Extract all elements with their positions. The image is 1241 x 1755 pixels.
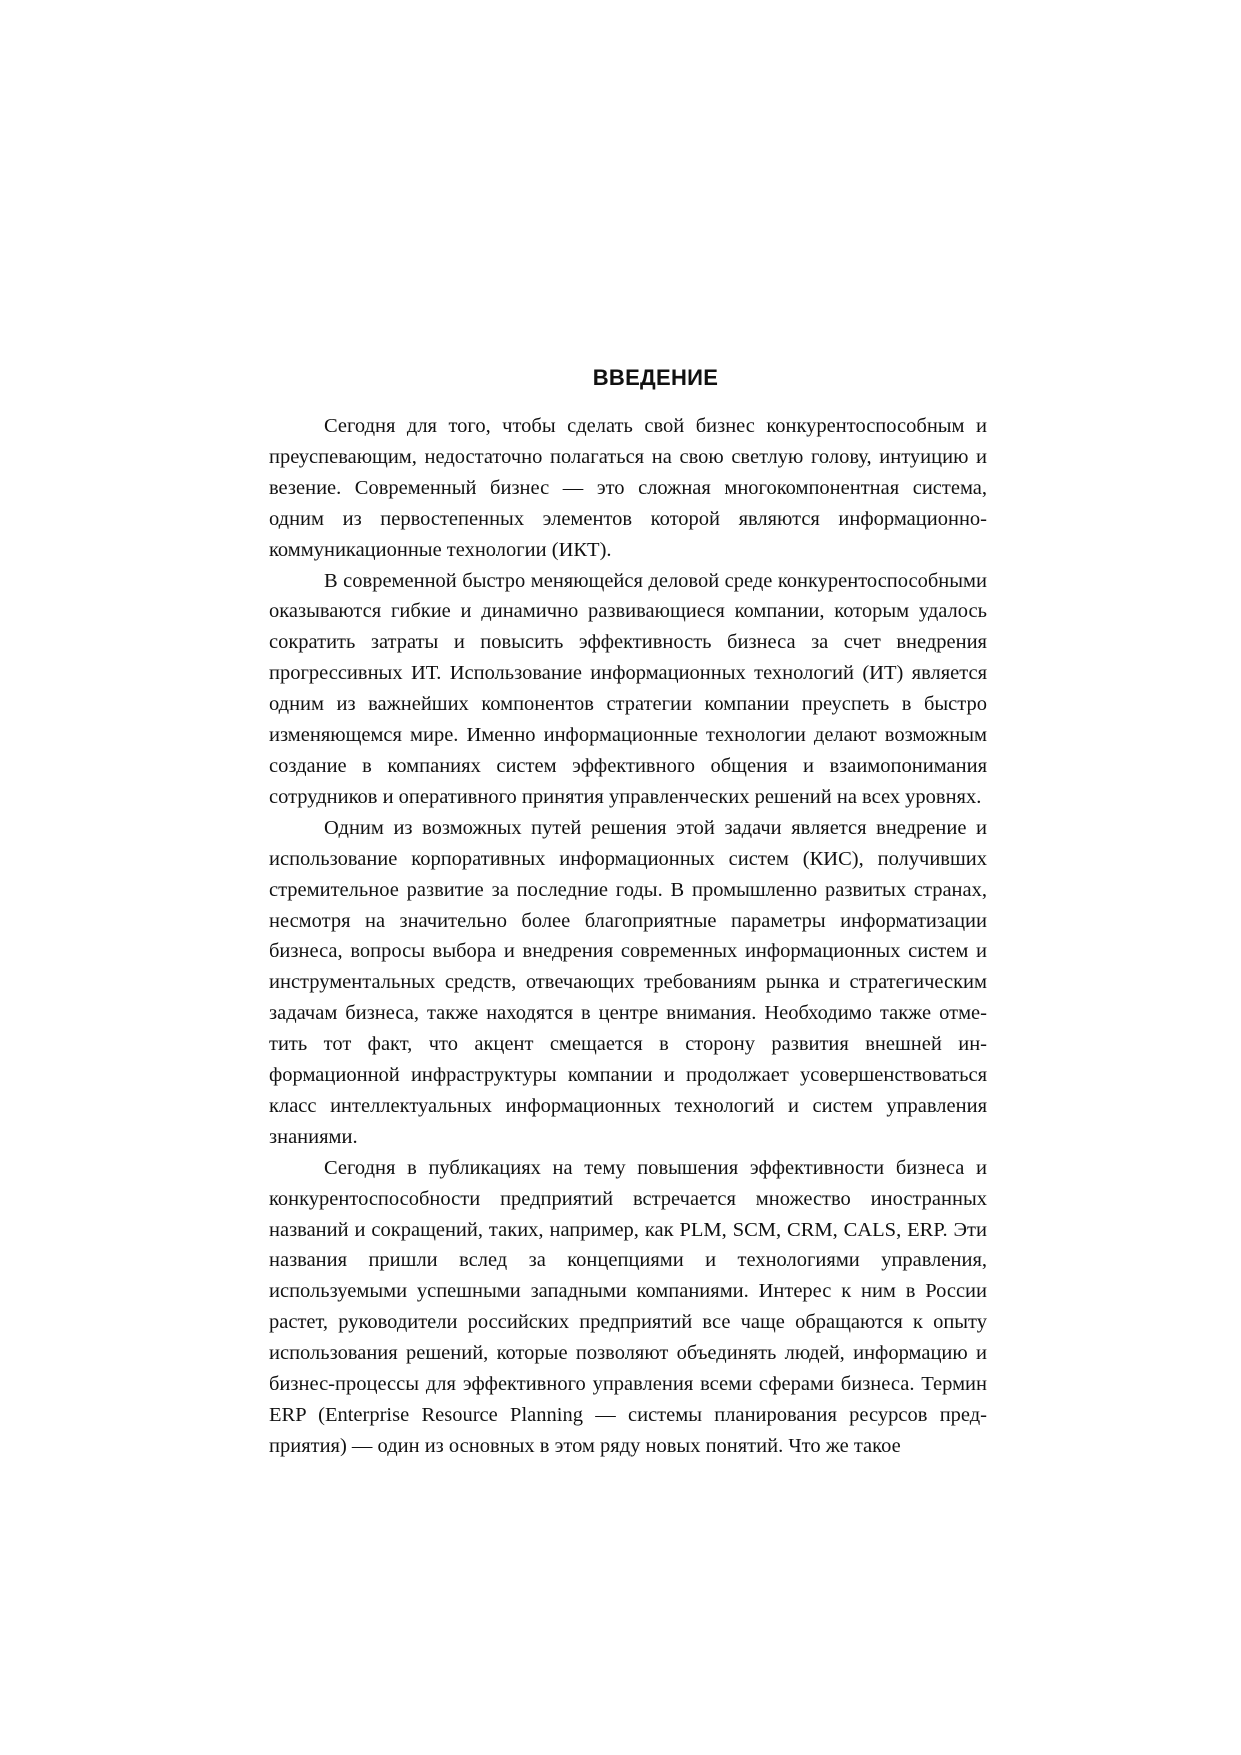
paragraph-4: Сегодня в публикациях на тему повышения эффективности бизнеса и конкурентоспособности предприятий встречается множество иностранных названий и сокращений, таких, например, как PLM, SCM, CRM, CALS, ERP. Эти названия пришли вслед за концепциями и технологиями управления, используемыми успешными западными компаниями. Интерес к ним в России растет, руководители российских предприятий все чаще обращаются к опыту использования решений, которые позволяют объединять людей, информацию и бизнес-процессы для эффективного управления всеми сферами бизнеса. Термин ERP (Enterprise Resource Planning — системы планирования ресурсов предприятия) — один из основных в этом ряду новых понятий. Что же такое bbox=[269, 1156, 987, 1457]
body-text bbox=[269, 411, 987, 1462]
document-page bbox=[269, 363, 987, 1462]
paragraph-2: В современной быстро меняющейся деловой среде конкурентоспособными оказываются гибкие и динамично развивающиеся компании, которым удалось сократить затраты и повысить эффективность бизнеса за счет внедрения прогрессивных ИТ. Использование информационных технологий (ИТ) является одним из важнейших компонентов стратегии компании преуспеть в быстро изменяющемся мире. Именно информационные технологии делают возможным создание в компаниях систем эффективного общения и взаимопонимания сотрудников и оперативного принятия управленческих решений на всех уровнях. bbox=[269, 569, 987, 808]
paragraph-3: Одним из возможных путей решения этой задачи является внедрение и использование корпоративных информационных систем (КИС), получивших стремительное развитие за последние годы. В промышленно развитых странах, несмотря на значительно более благоприятные параметры информатизации бизнеса, вопросы выбора и внедрения современных информационных систем и инструментальных средств, отвечающих требованиям рынка и стратегическим задачам бизнеса, также находятся в центре внимания. Необходимо также отметить тот факт, что акцент смещается в сторону развития внешней информационной инфраструктуры компании и продолжает усовершенствоваться класс интеллектуальных информационных технологий и систем управления знаниями. bbox=[269, 816, 987, 1148]
paragraph-1: Сегодня для того, чтобы сделать свой бизнес конкурентоспособным и преуспевающим, недостаточно полагаться на свою светлую голову, интуицию и везение. Современный бизнес — это сложная многокомпонентная система, одним из первостепенных элементов которой являются информационно-коммуникационные технологии (ИКТ). bbox=[269, 415, 987, 561]
chapter-title: ВВЕДЕНИЕ bbox=[592, 365, 719, 390]
